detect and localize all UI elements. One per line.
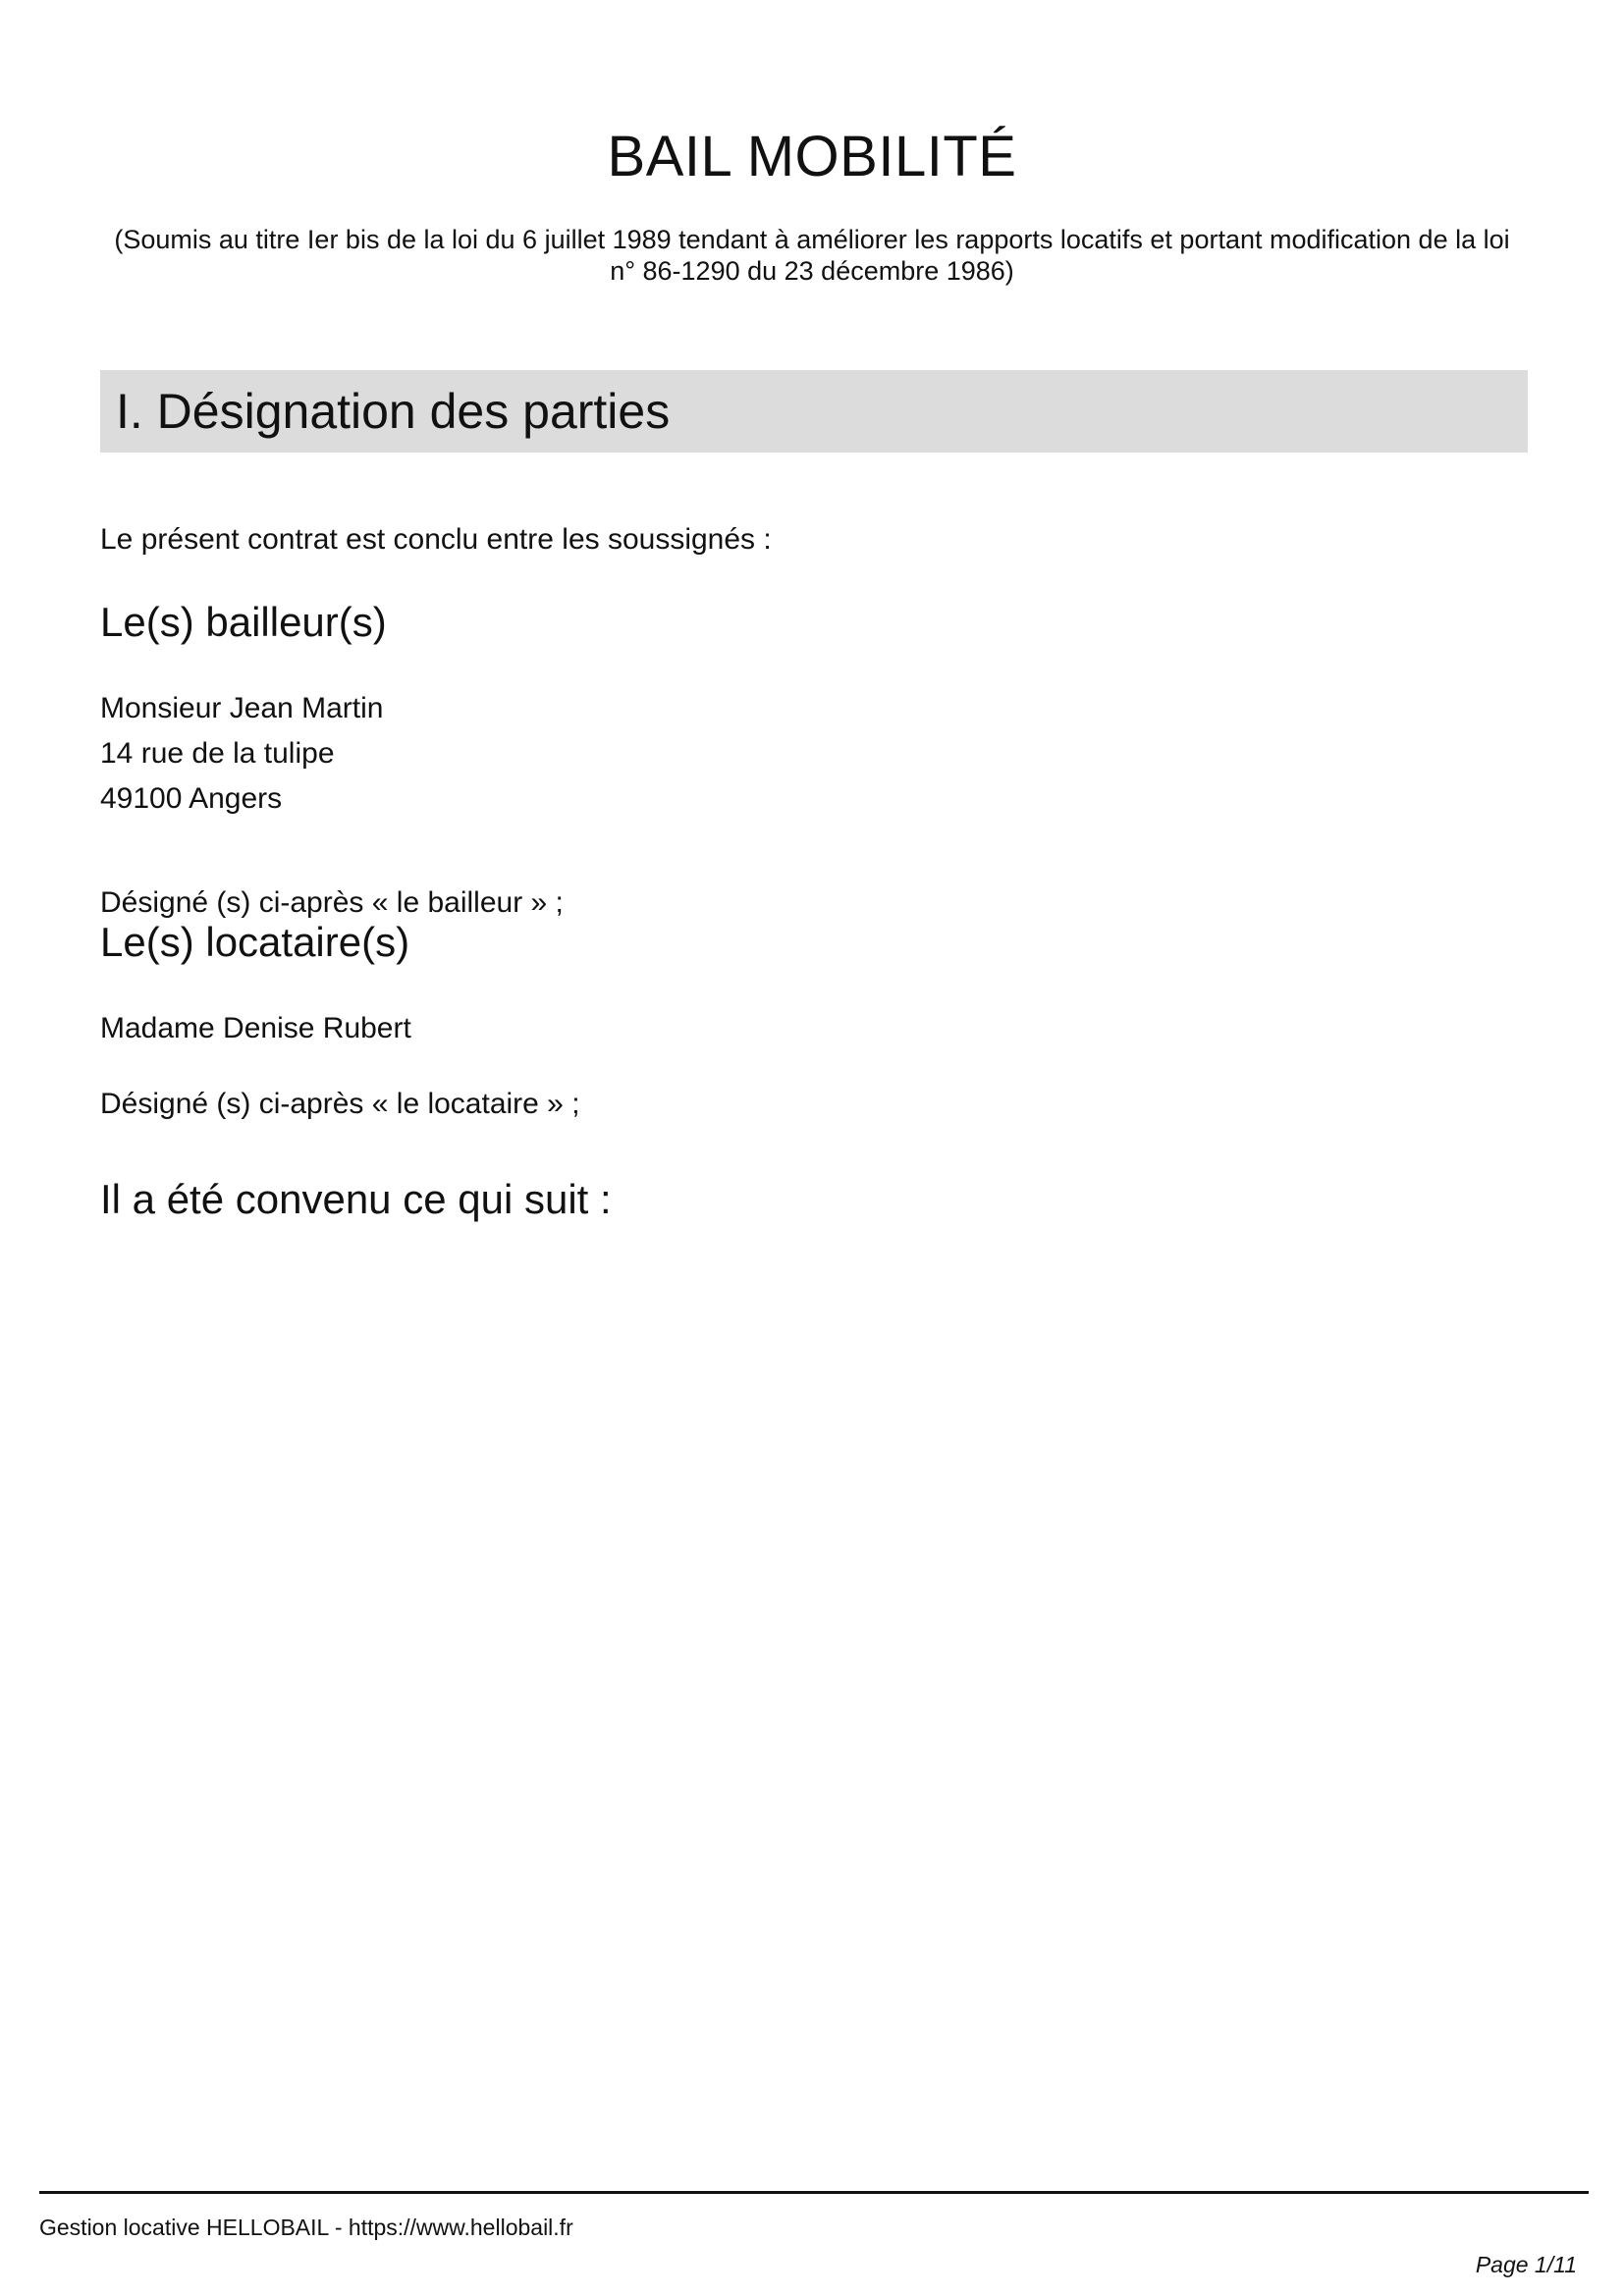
bailleur-designation: Désigné (s) ci-après « le bailleur » ; <box>100 886 564 919</box>
bailleur-address-line1: 14 rue de la tulipe <box>100 737 335 770</box>
footer-source: Gestion locative HELLOBAIL - https://www.hellobail.fr <box>39 2215 573 2240</box>
agreement-heading: Il a été convenu ce qui suit : <box>100 1176 612 1222</box>
document-subtitle: (Soumis au titre Ier bis de la loi du 6 juillet 1989 tendant à améliorer les rapports locatifs et portant modification de la loi n° 86-1290 du 23 décembre 1986) <box>114 225 1510 286</box>
locataire-name: Madame Denise Rubert <box>100 1012 411 1044</box>
bailleur-address-line2: 49100 Angers <box>100 782 283 815</box>
page-number: Page 1/11 <box>1475 2252 1577 2277</box>
bailleur-name: Monsieur Jean Martin <box>100 692 384 724</box>
locataire-designation: Désigné (s) ci-après « le locataire » ; <box>100 1088 580 1120</box>
bailleur-heading: Le(s) bailleur(s) <box>100 599 387 645</box>
section-title: I. Désignation des parties <box>116 384 671 439</box>
section-intro: Le présent contrat est conclu entre les soussignés : <box>100 523 772 556</box>
locataire-heading: Le(s) locataire(s) <box>100 919 410 965</box>
document-title: BAIL MOBILITÉ <box>607 125 1017 188</box>
footer-divider <box>39 2191 1589 2194</box>
section-header <box>100 370 1528 453</box>
